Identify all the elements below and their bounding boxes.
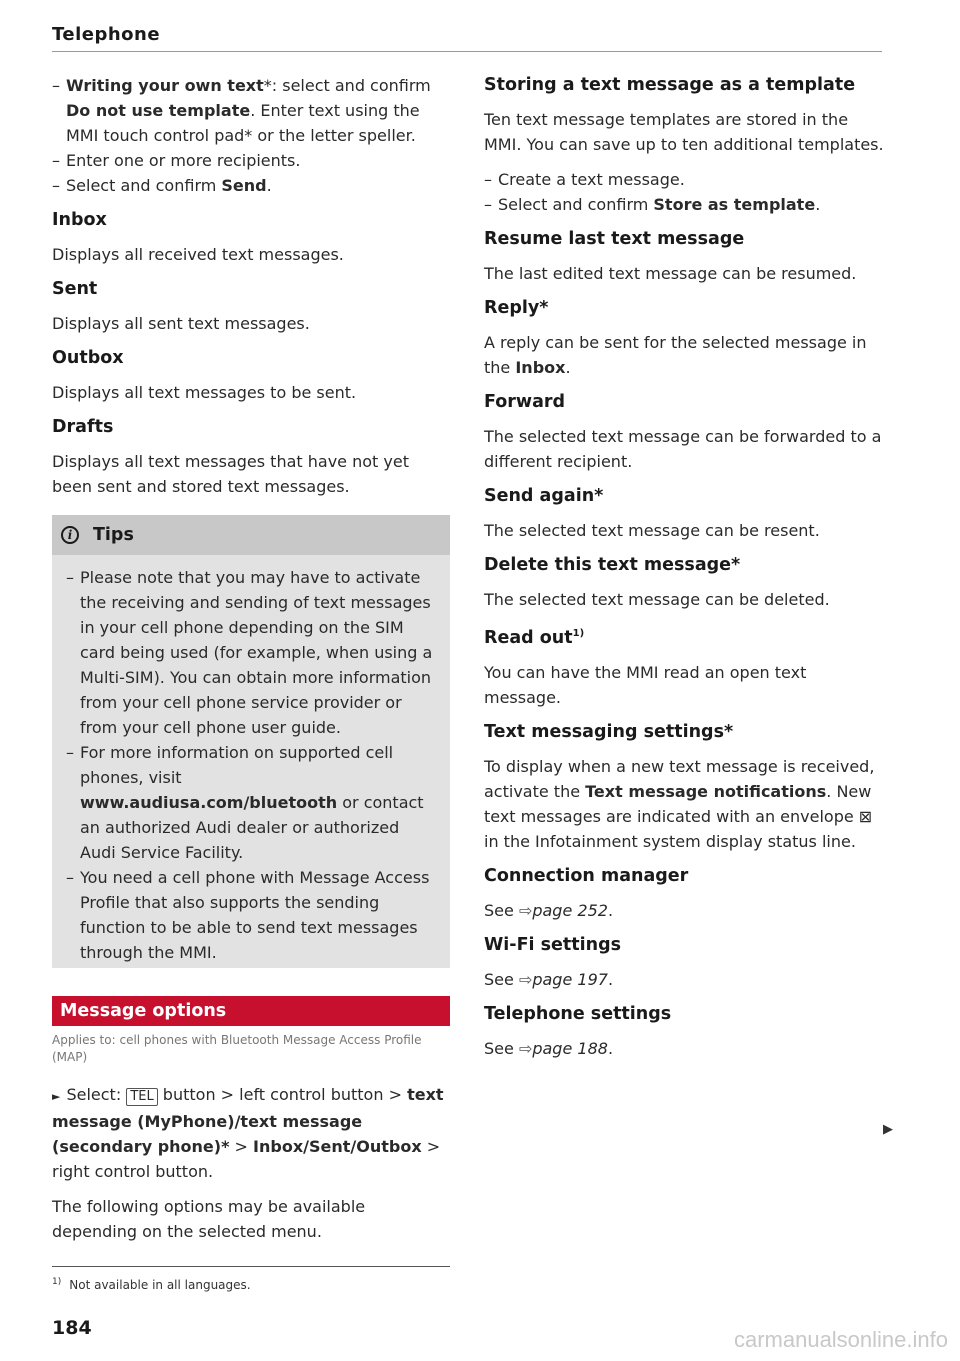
applies-to-note: Applies to: cell phones with Bluetooth Message Access Profile (MAP) [52,1033,422,1064]
continue-arrow-icon: ▶ [883,1122,893,1137]
bluetooth-link[interactable]: www.audiusa.com/bluetooth [80,793,338,812]
list-item: – You need a cell phone with Message Access Profile that also supports the sending function to be able to send text messages through the MMI. [66,865,438,965]
info-icon: i [61,526,79,544]
page-link[interactable]: page 188 [532,1038,608,1058]
section-heading-drafts: Drafts [52,417,114,437]
section-text: The selected text message can be resent. [484,521,820,540]
arrow-icon: ⇨ [518,969,533,989]
section-text: The selected text message can be deleted. [484,590,830,609]
tips-box [52,515,450,968]
right-column [484,73,884,1071]
page-number: 184 [52,1317,92,1339]
list-item: – Select and confirm Store as template. [484,192,884,217]
tel-key: TEL [126,1088,157,1106]
list-item: – Please note that you may have to activate the receiving and sending of text messages in your cell phone depending on the SIM card being used (for example, when using a Multi-SIM). You can obtain more information from your cell phone service provider or from your cell phone user guide. [66,565,438,740]
list-item: – Create a text message. [484,167,884,192]
list-item: – Enter one or more recipients. [52,148,450,173]
page-link[interactable]: page 197 [532,969,608,989]
footnote: $^{1)}$ Not available in all languages. [52,1277,251,1292]
section-heading-resume: Resume last text message [484,229,745,249]
page-reference: See ⇨page 252. [484,900,614,920]
page-reference: See ⇨page 188. [484,1038,614,1058]
section-heading-wifi: Wi-Fi settings [484,934,622,955]
section-text: Displays all text messages to be sent. [52,383,357,402]
section-text: Ten text message templates are stored in the MMI. You can save up to ten additional templates. [484,110,884,154]
select-instruction: ► Select: TEL button > left control button > text message (MyPhone)/text message (secondary phone)* > Inbox/Sent/Outbox > right control button. [52,1085,444,1181]
arrow-icon: ⇨ [518,900,533,920]
triangle-bullet-icon: ► [52,1090,61,1103]
section-heading-forward: Forward [484,392,566,412]
section-heading-reply: Reply* [484,298,549,318]
tips-title: Tips [93,524,134,545]
page-link[interactable]: page 252 [532,900,608,920]
page-reference: See ⇨page 197. [484,969,614,989]
section-text: You can have the MMI read an open text message. [484,662,807,707]
section-text: Displays all sent text messages. [52,314,310,333]
left-column [52,73,450,1254]
options-note: The following options may be available depending on the selected menu. [52,1197,366,1241]
footnote-divider [52,1266,450,1267]
tips-body [52,555,450,968]
header-divider [52,51,882,52]
section-heading-messaging-settings: Text messaging settings* [484,721,734,742]
arrow-icon: ⇨ [518,1038,533,1058]
section-heading-send-again: Send again* [484,486,604,506]
section-heading-telephone-settings: Telephone settings [484,1003,672,1024]
tips-header [52,515,450,555]
watermark: carmanualsonline.info [733,1327,948,1352]
section-heading-sent: Sent [52,279,98,299]
message-options-heading: Message options [52,996,450,1026]
section-heading-inbox: Inbox [52,210,107,230]
section-heading-connection-manager: Connection manager [484,865,689,886]
section-text: The selected text message can be forwarded to a different recipient. [484,427,882,471]
list-item: – For more information on supported cell phones, visit www.audiusa.com/bluetooth or contact an authorized Audi dealer or authorized Audi Service Facility. [66,740,438,865]
section-text: The last edited text message can be resumed. [484,264,857,283]
list-item: – Select and confirm Send. [52,173,450,198]
section-text: A reply can be sent for the selected message in the Inbox. [484,333,867,377]
section-heading-read-out: Read out$^{1)}$ [484,627,585,648]
section-heading-store-template: Storing a text message as a template [484,75,856,95]
section-text: Displays all received text messages. [52,245,344,264]
section-heading-delete: Delete this text message* [484,555,741,575]
list-item: – Writing your own text*: select and confirm Do not use template. Enter text using the MMI touch control pad* or the letter speller. [52,73,450,148]
section-text: Displays all text messages that have not yet been sent and stored text messages. [52,452,409,496]
section-text: To display when a new text message is received, activate the Text message notifications. New text messages are indicated with an envelope ⊠ in the Infotainment system display status line. [484,756,875,851]
section-heading-outbox: Outbox [52,348,124,368]
page-header-title: Telephone [52,24,161,45]
